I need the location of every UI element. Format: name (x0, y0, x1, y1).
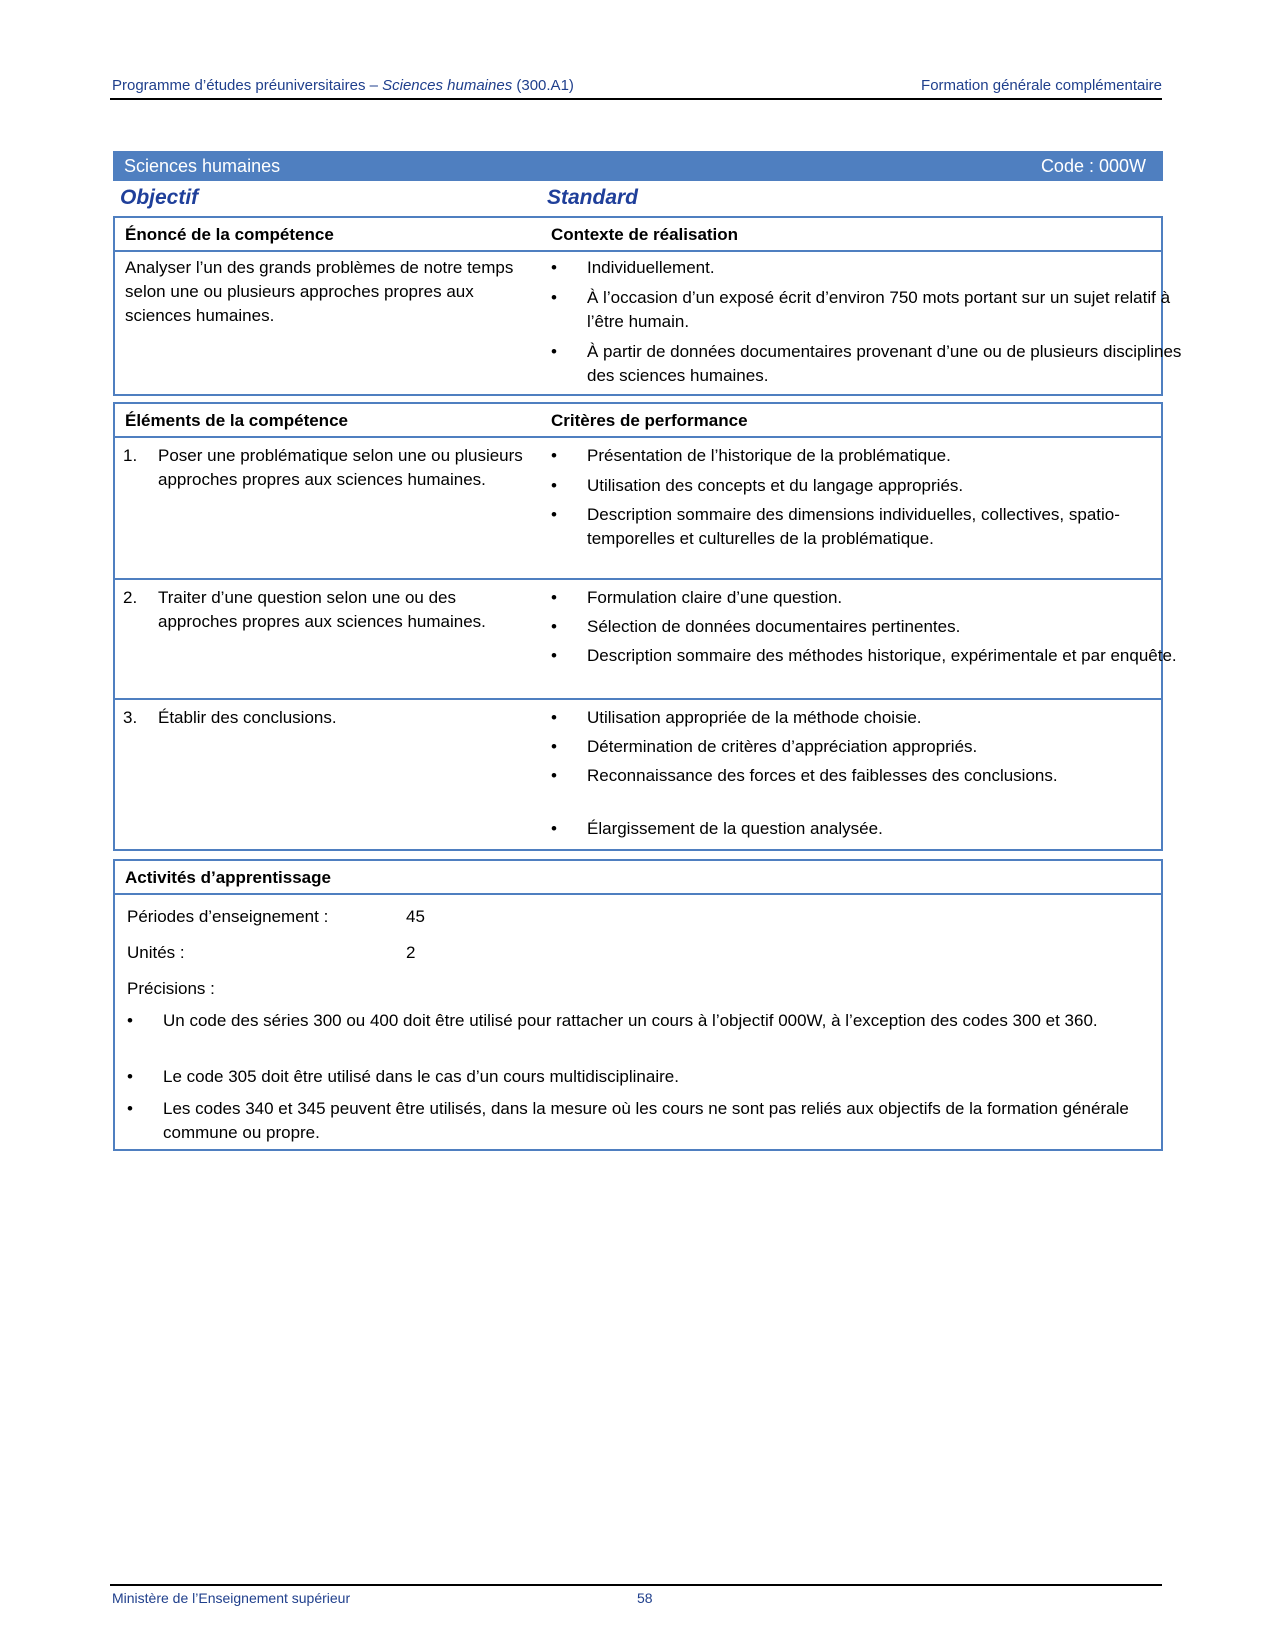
elements-header (115, 404, 1161, 438)
critere-item (551, 474, 1187, 498)
enonce-heading: Énoncé de la compétence (125, 225, 334, 244)
precisions-label: Précisions : (127, 979, 215, 998)
criteres-heading: Critères de performance (551, 411, 748, 430)
critere-text: Reconnaissance des forces et des faiblesses des conclusions. (587, 766, 1058, 785)
critere-item (551, 817, 1187, 841)
critere-text: Élargissement de la question analysée. (587, 819, 883, 838)
critere-text: Utilisation des concepts et du langage appropriés. (587, 476, 964, 495)
precision-item (127, 1065, 1183, 1089)
contexte-text: Individuellement. (587, 258, 715, 277)
contexte-text: À l’occasion d’un exposé écrit d’environ 750 mots portant sur un sujet relatif à l’être humain. (587, 288, 1171, 331)
precision-item (127, 1097, 1183, 1145)
critere-item (551, 444, 1187, 468)
page-footer (110, 1584, 1162, 1606)
competence-header (115, 218, 1161, 252)
periodes-value: 45 (406, 907, 425, 926)
bullet-icon: • (127, 1011, 133, 1030)
bullet-icon: • (551, 446, 557, 465)
objectif-heading: Objectif (120, 186, 199, 209)
element-text: Établir des conclusions. (158, 708, 337, 727)
critere-text: Description sommaire des dimensions individuelles, collectives, spatio-temporelles et culturelles de la problématique. (587, 505, 1120, 548)
bullet-icon: • (551, 588, 557, 607)
bullet-icon: • (127, 1099, 133, 1118)
precision-text: Les codes 340 et 345 peuvent être utilisés, dans la mesure où les cours ne sont pas reliés aux objectifs de la formation générale commune ou propre. (163, 1099, 1129, 1142)
contexte-heading: Contexte de réalisation (551, 225, 739, 244)
critere-text: Présentation de l’historique de la problématique. (587, 446, 951, 465)
precision-item (127, 1009, 1183, 1033)
elements-heading: Éléments de la compétence (125, 411, 348, 430)
bullet-icon: • (551, 476, 557, 495)
critere-item (551, 644, 1187, 668)
bullet-icon: • (127, 1067, 133, 1086)
unites-value: 2 (406, 943, 416, 962)
activites-heading: Activités d’apprentissage (125, 868, 331, 887)
bullet-icon: • (551, 819, 557, 838)
bullet-icon: • (551, 766, 557, 785)
bullet-icon: • (551, 505, 557, 524)
program-title (112, 77, 574, 94)
unites-label: Unités : (127, 943, 185, 962)
critere-item (551, 615, 1187, 639)
element-number: 1. (123, 446, 138, 465)
page-header (110, 76, 1162, 100)
contexte-item (551, 340, 1187, 388)
element-number: 2. (123, 588, 138, 607)
critere-item (551, 706, 1187, 730)
element-row (115, 438, 1161, 580)
program-title-prefix: Programme d’études préuniversitaires – (112, 77, 383, 94)
critere-text: Description sommaire des méthodes historique, expérimentale et par enquête. (587, 646, 1177, 665)
standard-heading: Standard (547, 186, 639, 209)
critere-text: Formulation claire d’une question. (587, 588, 843, 607)
periodes-label: Périodes d’enseignement : (127, 907, 329, 926)
element-text: Traiter d’une question selon une ou des approches propres aux sciences humaines. (158, 588, 486, 631)
critere-text: Utilisation appropriée de la méthode choisie. (587, 708, 922, 727)
ministry-name: Ministère de l’Enseignement supérieur (112, 1590, 351, 1606)
activites-box (113, 859, 1163, 1151)
elements-box (113, 402, 1177, 851)
bullet-icon: • (551, 258, 557, 277)
competence-box (113, 216, 1182, 396)
precision-text: Un code des séries 300 ou 400 doit être utilisé pour rattacher un cours à l’objectif 000W, à l’exception des codes 300 et 360. (163, 1011, 1098, 1030)
bullet-icon: • (551, 288, 557, 307)
element-row (115, 700, 1161, 848)
critere-text: Sélection de données documentaires pertinentes. (587, 617, 961, 636)
critere-item (551, 735, 1187, 759)
bullet-icon: • (551, 646, 557, 665)
element-row (115, 580, 1177, 700)
bullet-icon: • (551, 342, 557, 361)
program-title-italic: Sciences humaines (382, 77, 513, 94)
element-text: Poser une problématique selon une ou plusieurs approches propres aux sciences humaines. (158, 446, 523, 489)
objective-title-bar (113, 151, 1163, 181)
contexte-text: À partir de données documentaires provenant d’une ou de plusieurs disciplines des sciences humaines. (587, 342, 1182, 385)
bullet-icon: • (551, 708, 557, 727)
discipline-title: Sciences humaines (124, 156, 281, 176)
section-title: Formation générale complémentaire (921, 77, 1162, 94)
critere-item (551, 586, 1187, 610)
contexte-item (551, 286, 1187, 334)
page-number: 58 (637, 1590, 653, 1606)
critere-item (551, 764, 1187, 788)
critere-text: Détermination de critères d’appréciation appropriés. (587, 737, 978, 756)
competence-statement: Analyser l’un des grands problèmes de notre temps selon une ou plusieurs approches propres aux sciences humaines. (125, 258, 514, 325)
contexte-item (551, 256, 1187, 280)
bullet-icon: • (551, 617, 557, 636)
critere-item (551, 503, 1187, 551)
activites-header (115, 861, 1161, 895)
bullet-icon: • (551, 737, 557, 756)
precision-text: Le code 305 doit être utilisé dans le cas d’un cours multidisciplinaire. (163, 1067, 679, 1086)
program-title-suffix: (300.A1) (512, 77, 574, 94)
element-number: 3. (123, 708, 138, 727)
objective-code: Code : 000W (1040, 156, 1146, 176)
